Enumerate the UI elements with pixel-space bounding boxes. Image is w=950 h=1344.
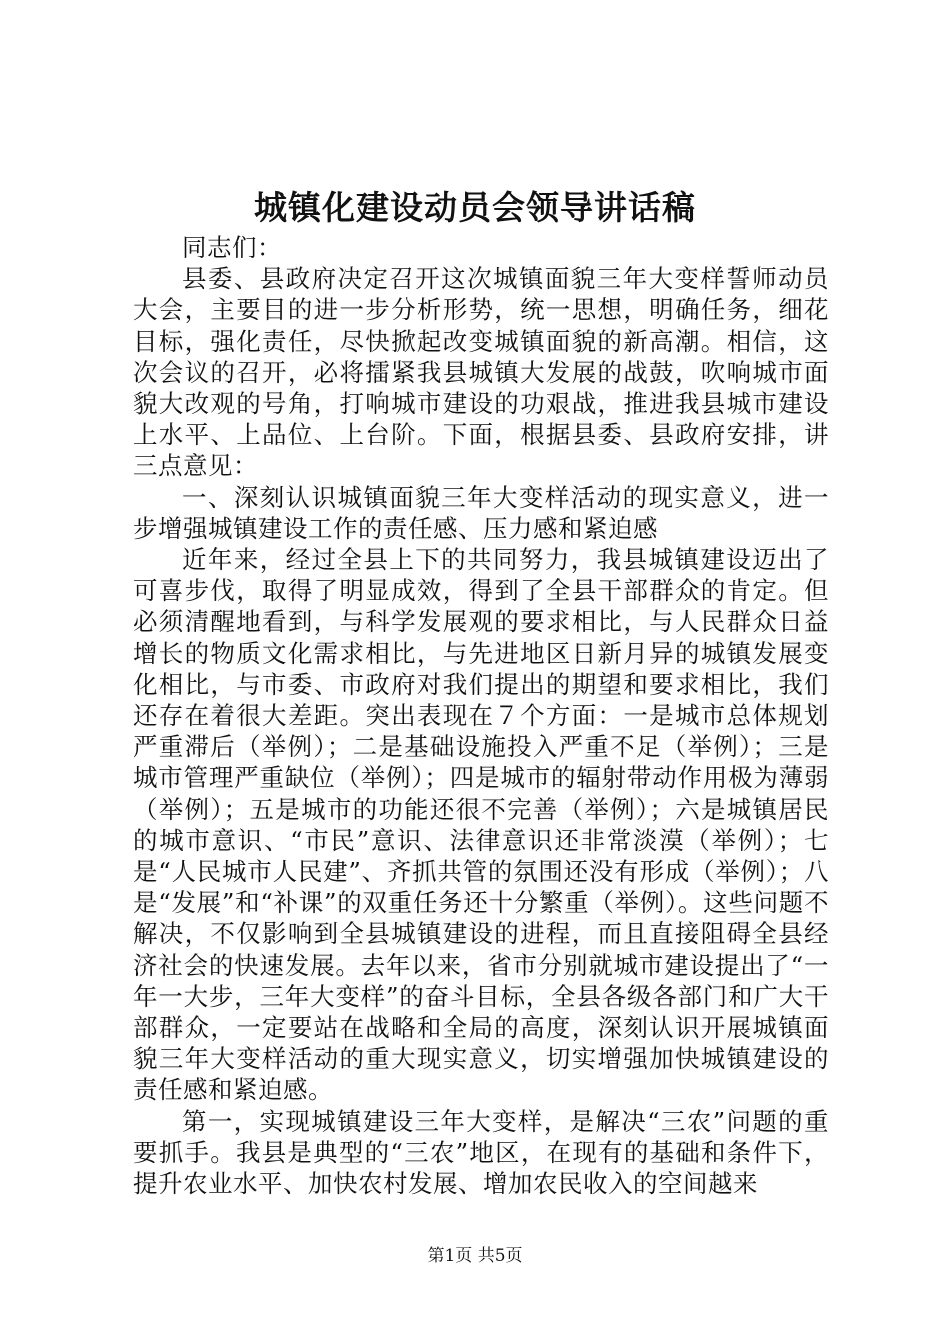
- document-body: [133, 232, 829, 1199]
- page-number-footer: 第1页 共5页: [427, 1246, 523, 1266]
- paragraph-current-situation: 近年来，经过全县上下的共同努力，我县城镇建设迈出了可喜步伐，取得了明显成效，得到了全县干部群众的肯定。但必须清醒地看到，与科学发展观的要求相比，与人民群众日益增长的物质文化需求相比，与先进地区日新月异的城镇发展变化相比，与市委、市政府对我们提出的期望和要求相比，我们还存在着很大差距。突出表现在７个方面：一是城市总体规划严重滞后（举例）；二是基础设施投入严重不足（举例）；三是城市管理严重缺位（举例）；四是城市的辐射带动作用极为薄弱（举例）；五是城市的功能还很不完善（举例）；六是城镇居民的城市意识、“市民”意识、法律意识还非常淡漠（举例）；七是“人民城市人民建”、齐抓共管的氛围还没有形成（举例）；八是“发展”和“补课”的双重任务还十分繁重（举例）。这些问题不解决，不仅影响到全县城镇建设的进程，而且直接阻碍全县经济社会的快速发展。去年以来，省市分别就城市建设提出了“一年一大步，三年大变样”的奋斗目标，全县各级各部门和广大干部群众，一定要站在战略和全局的高度，深刻认识开展城镇面貌三年大变样活动的重大现实意义，切实增强加快城镇建设的责任感和紧迫感。: [133, 545, 829, 1105]
- paragraph-first-point: 第一，实现城镇建设三年大变样，是解决“三农”问题的重要抓手。我县是典型的“三农”地区，在现有的基础和条件下，提升农业水平、加快农村发展、增加农民收入的空间越来: [133, 1106, 829, 1199]
- paragraph-intro: 县委、县政府决定召开这次城镇面貌三年大变样誓师动员大会，主要目的进一步分析形势，统一思想，明确任务，细花目标，强化责任，尽快掀起改变城镇面貌的新高潮。相信，这次会议的召开，必将擂紧我县城镇大发展的战鼓，吹响城市面貌大改观的号角，打响城市建设的功艰战，推进我县城市建设上水平、上品位、上台阶。下面，根据县委、县政府安排，讲三点意见：: [133, 264, 829, 481]
- section-heading-1: 一、深刻认识城镇面貌三年大变样活动的现实意义，进一步增强城镇建设工作的责任感、压力感和紧迫感: [133, 482, 829, 543]
- page-title: 城镇化建设动员会领导讲话稿: [254, 188, 696, 227]
- salutation: 同志们：: [182, 233, 282, 262]
